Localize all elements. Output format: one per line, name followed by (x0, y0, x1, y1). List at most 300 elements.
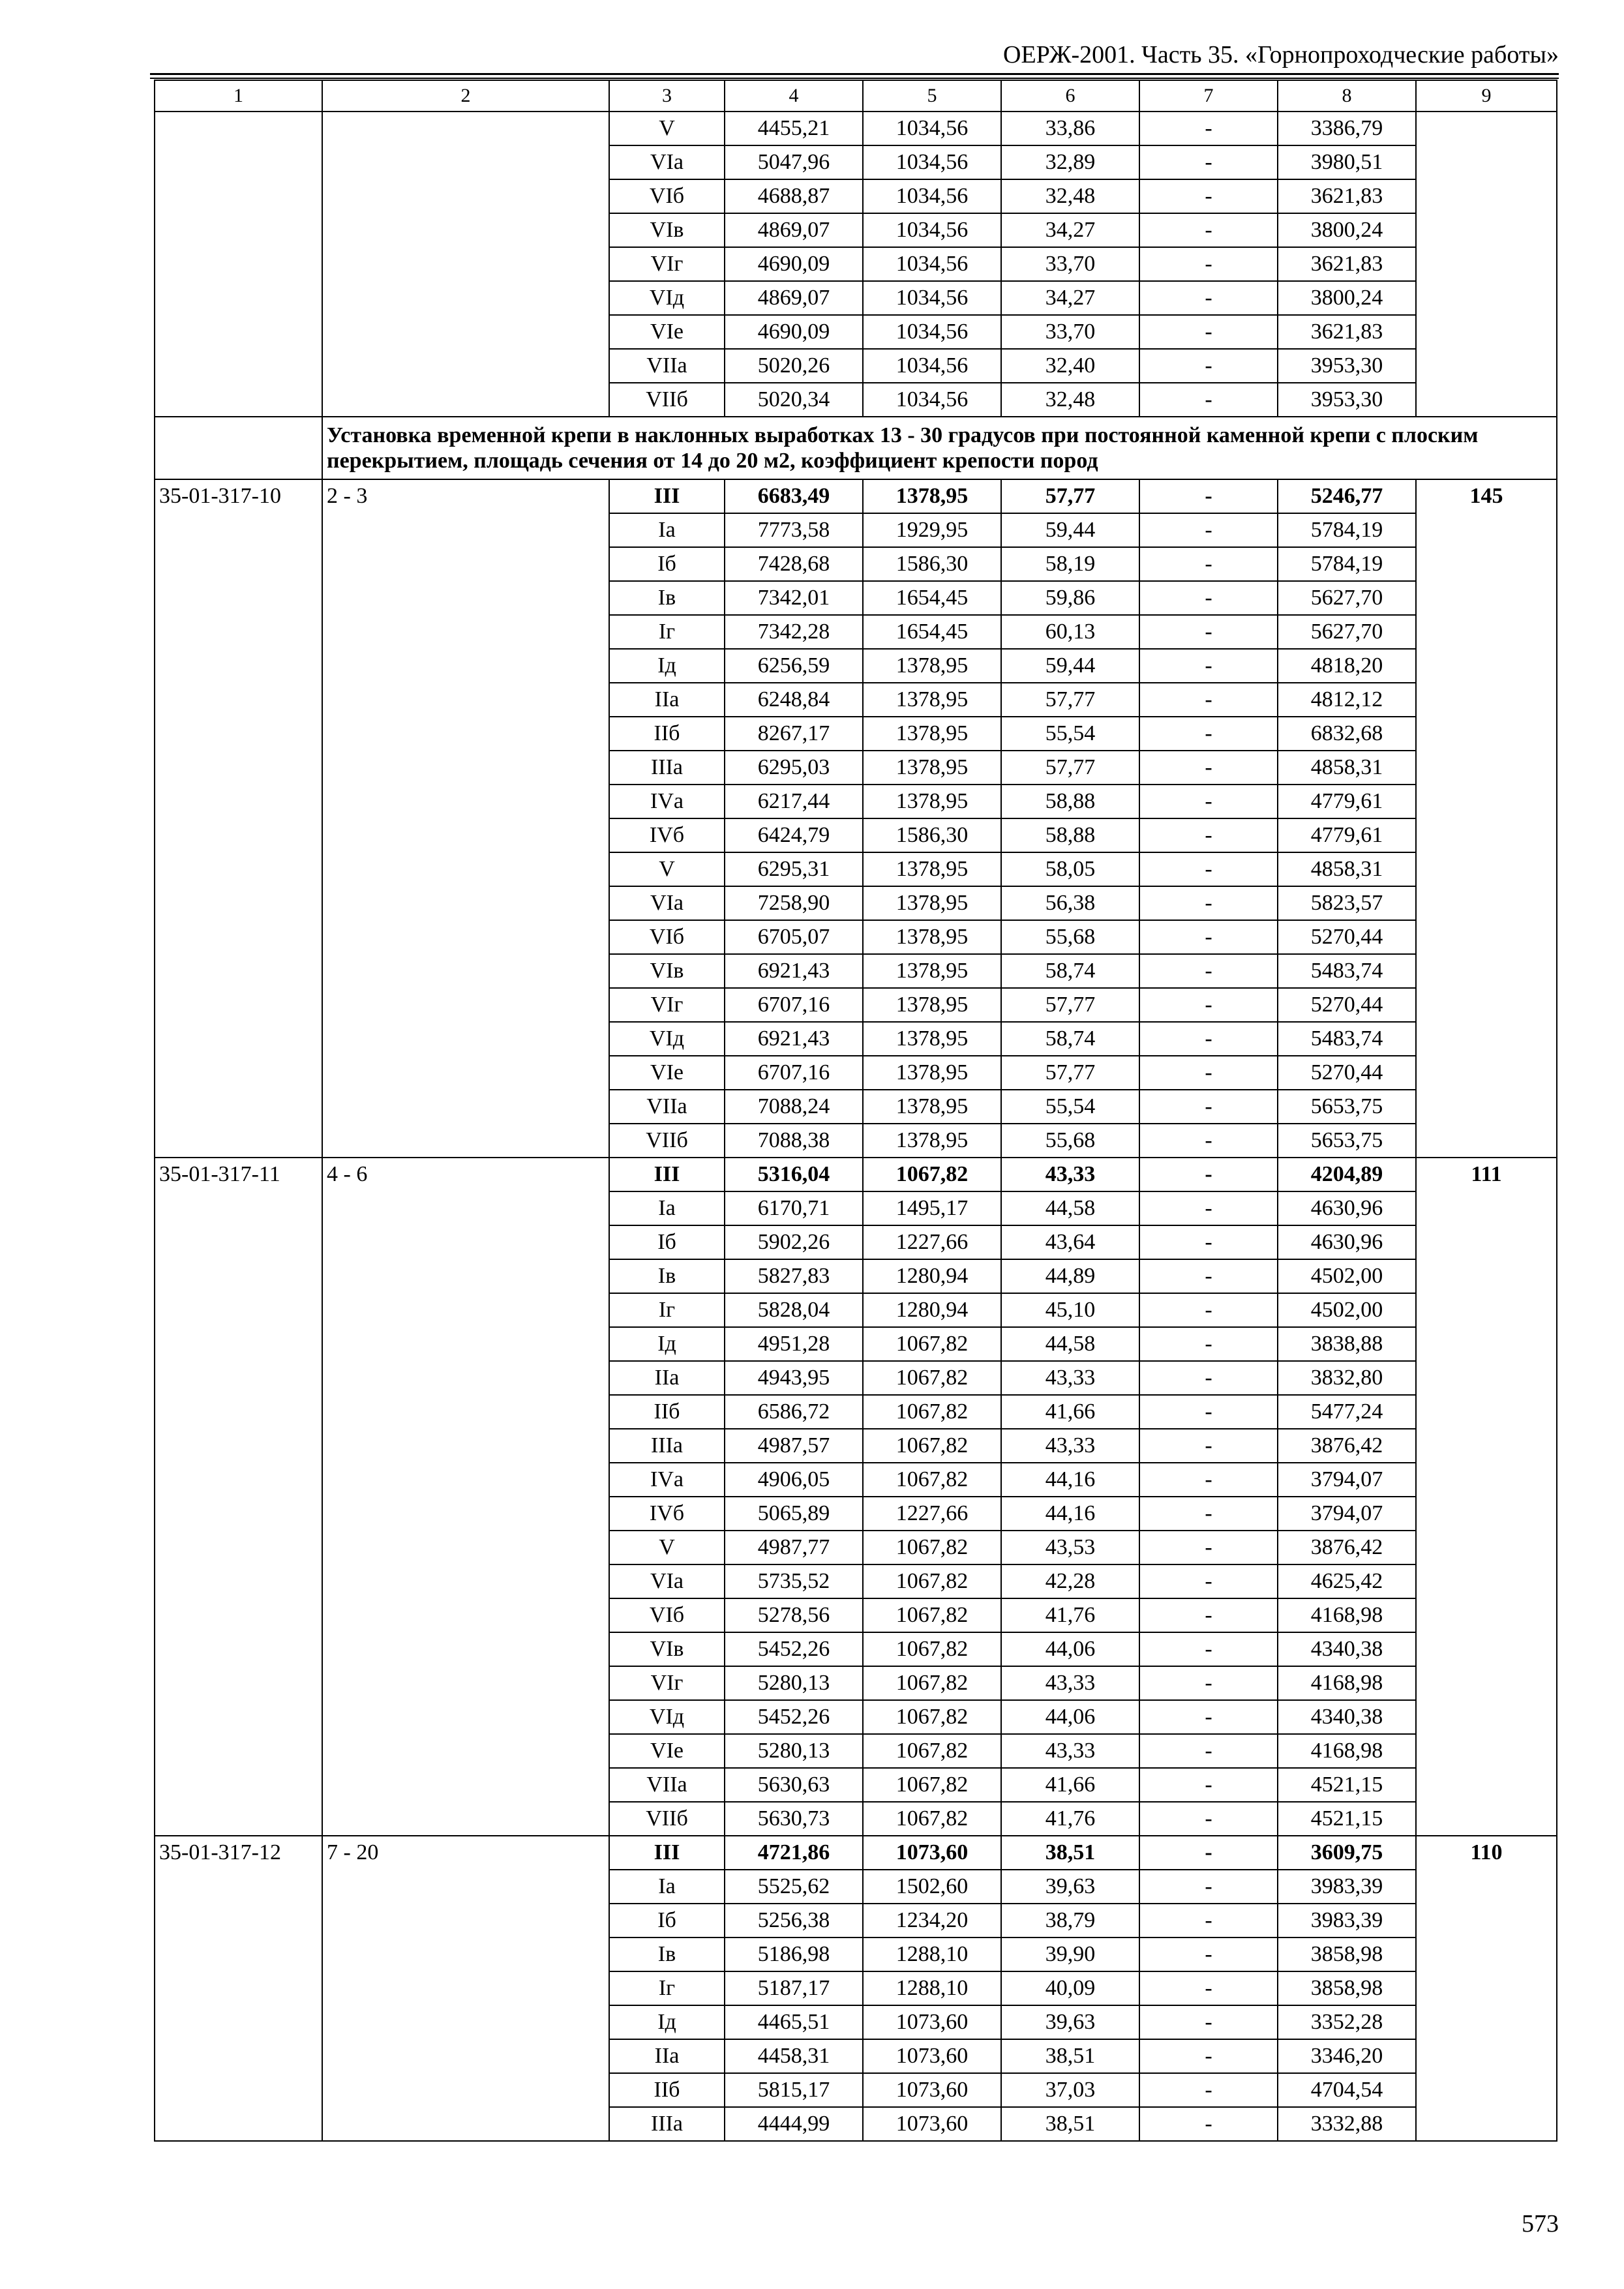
machine-cost-cell: 58,74 (1001, 1022, 1139, 1056)
category-cell: V (609, 112, 725, 145)
code-cell (155, 112, 322, 417)
wages-cell: 1280,94 (863, 1293, 1001, 1327)
category-cell: VIе (609, 315, 725, 349)
wages-cell: 1067,82 (863, 1666, 1001, 1700)
machine-cost-cell: 38,79 (1001, 1904, 1139, 1937)
category-cell: V (609, 852, 725, 886)
category-cell: IIIа (609, 751, 725, 785)
total-cost-cell: 5187,17 (725, 1971, 863, 2005)
wages-cell: 1034,56 (863, 247, 1001, 281)
materials-cell: 5483,74 (1278, 954, 1416, 988)
driver-wages-cell: - (1139, 349, 1278, 383)
param-cell: 2 - 3 (322, 479, 609, 1158)
category-cell: VIд (609, 1022, 725, 1056)
total-cost-cell: 4721,86 (725, 1836, 863, 1870)
table-row (155, 1836, 1557, 1870)
category-cell: VIд (609, 1700, 725, 1734)
materials-cell: 3386,79 (1278, 112, 1416, 145)
materials-cell: 3332,88 (1278, 2107, 1416, 2141)
category-cell: VIг (609, 247, 725, 281)
total-cost-cell: 6248,84 (725, 683, 863, 717)
category-cell: IIб (609, 717, 725, 751)
total-cost-cell: 5256,38 (725, 1904, 863, 1937)
driver-wages-cell: - (1139, 1191, 1278, 1225)
materials-cell: 3832,80 (1278, 1361, 1416, 1395)
total-cost-cell: 6295,03 (725, 751, 863, 785)
category-cell: Iд (609, 1327, 725, 1361)
category-cell: VIе (609, 1056, 725, 1090)
category-cell: Iб (609, 1225, 725, 1259)
wages-cell: 1378,95 (863, 852, 1001, 886)
wages-cell: 1073,60 (863, 2073, 1001, 2107)
materials-cell: 5270,44 (1278, 920, 1416, 954)
machine-cost-cell: 43,33 (1001, 1666, 1139, 1700)
category-cell: III (609, 1836, 725, 1870)
driver-wages-cell: - (1139, 213, 1278, 247)
total-cost-cell: 5828,04 (725, 1293, 863, 1327)
total-cost-cell: 5316,04 (725, 1158, 863, 1191)
materials-cell: 5653,75 (1278, 1090, 1416, 1124)
rates-table (154, 80, 1557, 2142)
materials-cell: 5270,44 (1278, 1056, 1416, 1090)
materials-cell: 3621,83 (1278, 315, 1416, 349)
machine-cost-cell: 45,10 (1001, 1293, 1139, 1327)
driver-wages-cell: - (1139, 2107, 1278, 2141)
total-cost-cell: 5630,63 (725, 1768, 863, 1802)
machine-cost-cell: 37,03 (1001, 2073, 1139, 2107)
driver-wages-cell: - (1139, 1090, 1278, 1124)
driver-wages-cell: - (1139, 1124, 1278, 1158)
category-cell: IVа (609, 1463, 725, 1497)
wages-cell: 1378,95 (863, 683, 1001, 717)
machine-cost-cell: 33,70 (1001, 315, 1139, 349)
driver-wages-cell: - (1139, 1700, 1278, 1734)
materials-cell: 4168,98 (1278, 1666, 1416, 1700)
materials-cell: 3858,98 (1278, 1937, 1416, 1971)
machine-cost-cell: 38,51 (1001, 2039, 1139, 2073)
category-cell: Iг (609, 615, 725, 649)
total-cost-cell: 5278,56 (725, 1598, 863, 1632)
driver-wages-cell: - (1139, 1836, 1278, 1870)
table-row (155, 1158, 1557, 1191)
driver-wages-cell: - (1139, 1056, 1278, 1090)
wages-cell: 1288,10 (863, 1971, 1001, 2005)
wages-cell: 1067,82 (863, 1395, 1001, 1429)
driver-wages-cell: - (1139, 2005, 1278, 2039)
column-number: 5 (863, 80, 1001, 112)
materials-cell: 3983,39 (1278, 1870, 1416, 1904)
total-cost-cell: 4869,07 (725, 213, 863, 247)
wages-cell: 1378,95 (863, 649, 1001, 683)
category-cell: Iд (609, 649, 725, 683)
machine-cost-cell: 59,44 (1001, 649, 1139, 683)
driver-wages-cell: - (1139, 1463, 1278, 1497)
materials-cell: 5627,70 (1278, 615, 1416, 649)
driver-wages-cell: - (1139, 513, 1278, 547)
total-cost-cell: 5280,13 (725, 1666, 863, 1700)
materials-cell: 4502,00 (1278, 1293, 1416, 1327)
total-cost-cell: 4465,51 (725, 2005, 863, 2039)
wages-cell: 1280,94 (863, 1259, 1001, 1293)
materials-cell: 4779,61 (1278, 785, 1416, 818)
total-cost-cell: 5630,73 (725, 1802, 863, 1836)
wages-cell: 1067,82 (863, 1768, 1001, 1802)
wages-cell: 1234,20 (863, 1904, 1001, 1937)
code-cell: 35-01-317-12 (155, 1836, 322, 2141)
machine-cost-cell: 55,54 (1001, 717, 1139, 751)
machine-cost-cell: 43,33 (1001, 1734, 1139, 1768)
machine-cost-cell: 33,70 (1001, 247, 1139, 281)
materials-cell: 3876,42 (1278, 1531, 1416, 1564)
column-number-row (155, 80, 1557, 112)
driver-wages-cell: - (1139, 1225, 1278, 1259)
category-cell: IVа (609, 785, 725, 818)
total-cost-cell: 5280,13 (725, 1734, 863, 1768)
category-cell: III (609, 1158, 725, 1191)
category-cell: IVб (609, 1497, 725, 1531)
materials-cell: 5784,19 (1278, 547, 1416, 581)
code-cell: 35-01-317-10 (155, 479, 322, 1158)
machine-cost-cell: 60,13 (1001, 615, 1139, 649)
driver-wages-cell: - (1139, 1361, 1278, 1395)
materials-cell: 3800,24 (1278, 213, 1416, 247)
wages-cell: 1067,82 (863, 1361, 1001, 1395)
category-cell: Iг (609, 1971, 725, 2005)
category-cell: VIв (609, 1632, 725, 1666)
wages-cell: 1067,82 (863, 1531, 1001, 1564)
wages-cell: 1034,56 (863, 281, 1001, 315)
machine-cost-cell: 44,16 (1001, 1463, 1139, 1497)
category-cell: VIб (609, 179, 725, 213)
wages-cell: 1067,82 (863, 1734, 1001, 1768)
materials-cell: 6832,68 (1278, 717, 1416, 751)
total-cost-cell: 5186,98 (725, 1937, 863, 1971)
total-cost-cell: 4869,07 (725, 281, 863, 315)
wages-cell: 1034,56 (863, 213, 1001, 247)
materials-cell: 3858,98 (1278, 1971, 1416, 2005)
total-cost-cell: 4455,21 (725, 112, 863, 145)
category-cell: Iд (609, 2005, 725, 2039)
wages-cell: 1654,45 (863, 615, 1001, 649)
materials-cell: 4168,98 (1278, 1734, 1416, 1768)
category-cell: IIб (609, 2073, 725, 2107)
category-cell: VIб (609, 920, 725, 954)
machine-cost-cell: 43,33 (1001, 1158, 1139, 1191)
wages-cell: 1067,82 (863, 1327, 1001, 1361)
materials-cell: 3794,07 (1278, 1463, 1416, 1497)
driver-wages-cell: - (1139, 988, 1278, 1022)
category-cell: Iв (609, 581, 725, 615)
labor-cell (1416, 112, 1557, 417)
machine-cost-cell: 32,89 (1001, 145, 1139, 179)
driver-wages-cell: - (1139, 1531, 1278, 1564)
driver-wages-cell: - (1139, 2073, 1278, 2107)
driver-wages-cell: - (1139, 2039, 1278, 2073)
driver-wages-cell: - (1139, 1395, 1278, 1429)
wages-cell: 1586,30 (863, 547, 1001, 581)
total-cost-cell: 6921,43 (725, 1022, 863, 1056)
machine-cost-cell: 44,89 (1001, 1259, 1139, 1293)
total-cost-cell: 4690,09 (725, 315, 863, 349)
materials-cell: 3953,30 (1278, 349, 1416, 383)
driver-wages-cell: - (1139, 954, 1278, 988)
column-number: 1 (155, 80, 322, 112)
materials-cell: 4858,31 (1278, 852, 1416, 886)
wages-cell: 1067,82 (863, 1802, 1001, 1836)
machine-cost-cell: 59,86 (1001, 581, 1139, 615)
materials-cell: 4812,12 (1278, 683, 1416, 717)
machine-cost-cell: 38,51 (1001, 1836, 1139, 1870)
driver-wages-cell: - (1139, 1870, 1278, 1904)
category-cell: III (609, 479, 725, 513)
materials-cell: 3980,51 (1278, 145, 1416, 179)
category-cell: VIIа (609, 1768, 725, 1802)
total-cost-cell: 6295,31 (725, 852, 863, 886)
driver-wages-cell: - (1139, 1158, 1278, 1191)
machine-cost-cell: 32,48 (1001, 383, 1139, 417)
section-code-cell (155, 417, 322, 479)
wages-cell: 1288,10 (863, 1937, 1001, 1971)
total-cost-cell: 5815,17 (725, 2073, 863, 2107)
total-cost-cell: 7428,68 (725, 547, 863, 581)
materials-cell: 5477,24 (1278, 1395, 1416, 1429)
driver-wages-cell: - (1139, 1904, 1278, 1937)
category-cell: VIIа (609, 349, 725, 383)
driver-wages-cell: - (1139, 1937, 1278, 1971)
category-cell: Iв (609, 1937, 725, 1971)
table-body (155, 80, 1557, 2141)
section-heading: Установка временной крепи в наклонных выработках 13 - 30 градусов при постоянной каменной крепи с плоским перекрытием, площадь сечения от 14 до 20 м2, коэффициент крепости пород (322, 417, 1557, 479)
total-cost-cell: 6705,07 (725, 920, 863, 954)
total-cost-cell: 5902,26 (725, 1225, 863, 1259)
category-cell: Iв (609, 1259, 725, 1293)
total-cost-cell: 5020,34 (725, 383, 863, 417)
driver-wages-cell: - (1139, 886, 1278, 920)
total-cost-cell: 6707,16 (725, 1056, 863, 1090)
machine-cost-cell: 34,27 (1001, 213, 1139, 247)
total-cost-cell: 5827,83 (725, 1259, 863, 1293)
materials-cell: 3876,42 (1278, 1429, 1416, 1463)
labor-cell: 145 (1416, 479, 1557, 1158)
driver-wages-cell: - (1139, 1429, 1278, 1463)
machine-cost-cell: 44,58 (1001, 1191, 1139, 1225)
param-cell (322, 112, 609, 417)
machine-cost-cell: 33,86 (1001, 112, 1139, 145)
wages-cell: 1378,95 (863, 717, 1001, 751)
column-number: 9 (1416, 80, 1557, 112)
machine-cost-cell: 57,77 (1001, 751, 1139, 785)
total-cost-cell: 5452,26 (725, 1700, 863, 1734)
total-cost-cell: 5065,89 (725, 1497, 863, 1531)
machine-cost-cell: 57,77 (1001, 479, 1139, 513)
driver-wages-cell: - (1139, 1497, 1278, 1531)
machine-cost-cell: 58,74 (1001, 954, 1139, 988)
total-cost-cell: 6256,59 (725, 649, 863, 683)
materials-cell: 5784,19 (1278, 513, 1416, 547)
materials-cell: 4340,38 (1278, 1700, 1416, 1734)
total-cost-cell: 4987,57 (725, 1429, 863, 1463)
wages-cell: 1378,95 (863, 886, 1001, 920)
running-header: ОЕРЖ-2001. Часть 35. «Горнопроходческие работы» (1003, 41, 1559, 68)
total-cost-cell: 6683,49 (725, 479, 863, 513)
materials-cell: 4818,20 (1278, 649, 1416, 683)
category-cell: Iб (609, 1904, 725, 1937)
machine-cost-cell: 55,68 (1001, 920, 1139, 954)
section-heading-row (155, 417, 1557, 479)
category-cell: VIа (609, 1564, 725, 1598)
machine-cost-cell: 57,77 (1001, 1056, 1139, 1090)
total-cost-cell: 7258,90 (725, 886, 863, 920)
category-cell: IIа (609, 2039, 725, 2073)
machine-cost-cell: 57,77 (1001, 683, 1139, 717)
category-cell: VIа (609, 886, 725, 920)
category-cell: Iа (609, 1870, 725, 1904)
materials-cell: 4521,15 (1278, 1768, 1416, 1802)
machine-cost-cell: 58,05 (1001, 852, 1139, 886)
category-cell: VIIа (609, 1090, 725, 1124)
machine-cost-cell: 40,09 (1001, 1971, 1139, 2005)
materials-cell: 4630,96 (1278, 1225, 1416, 1259)
wages-cell: 1378,95 (863, 785, 1001, 818)
materials-cell: 3352,28 (1278, 2005, 1416, 2039)
machine-cost-cell: 43,53 (1001, 1531, 1139, 1564)
wages-cell: 1495,17 (863, 1191, 1001, 1225)
driver-wages-cell: - (1139, 920, 1278, 954)
wages-cell: 1586,30 (863, 818, 1001, 852)
driver-wages-cell: - (1139, 818, 1278, 852)
wages-cell: 1034,56 (863, 179, 1001, 213)
machine-cost-cell: 58,88 (1001, 785, 1139, 818)
total-cost-cell: 6586,72 (725, 1395, 863, 1429)
materials-cell: 4625,42 (1278, 1564, 1416, 1598)
category-cell: Iа (609, 1191, 725, 1225)
wages-cell: 1378,95 (863, 1124, 1001, 1158)
driver-wages-cell: - (1139, 1293, 1278, 1327)
machine-cost-cell: 42,28 (1001, 1564, 1139, 1598)
machine-cost-cell: 58,88 (1001, 818, 1139, 852)
total-cost-cell: 6424,79 (725, 818, 863, 852)
driver-wages-cell: - (1139, 281, 1278, 315)
materials-cell: 3838,88 (1278, 1327, 1416, 1361)
machine-cost-cell: 44,16 (1001, 1497, 1139, 1531)
materials-cell: 4502,00 (1278, 1259, 1416, 1293)
materials-cell: 3346,20 (1278, 2039, 1416, 2073)
total-cost-cell: 6921,43 (725, 954, 863, 988)
driver-wages-cell: - (1139, 112, 1278, 145)
total-cost-cell: 7088,24 (725, 1090, 863, 1124)
materials-cell: 3621,83 (1278, 179, 1416, 213)
driver-wages-cell: - (1139, 1734, 1278, 1768)
materials-cell: 4521,15 (1278, 1802, 1416, 1836)
driver-wages-cell: - (1139, 1327, 1278, 1361)
machine-cost-cell: 32,40 (1001, 349, 1139, 383)
driver-wages-cell: - (1139, 145, 1278, 179)
materials-cell: 5653,75 (1278, 1124, 1416, 1158)
wages-cell: 1067,82 (863, 1463, 1001, 1497)
wages-cell: 1378,95 (863, 954, 1001, 988)
driver-wages-cell: - (1139, 1666, 1278, 1700)
total-cost-cell: 4690,09 (725, 247, 863, 281)
category-cell: VIа (609, 145, 725, 179)
category-cell: Iб (609, 547, 725, 581)
wages-cell: 1378,95 (863, 988, 1001, 1022)
driver-wages-cell: - (1139, 547, 1278, 581)
wages-cell: 1227,66 (863, 1497, 1001, 1531)
total-cost-cell: 7342,01 (725, 581, 863, 615)
wages-cell: 1378,95 (863, 920, 1001, 954)
total-cost-cell: 5452,26 (725, 1632, 863, 1666)
machine-cost-cell: 34,27 (1001, 281, 1139, 315)
column-number: 6 (1001, 80, 1139, 112)
machine-cost-cell: 41,76 (1001, 1598, 1139, 1632)
total-cost-cell: 6217,44 (725, 785, 863, 818)
total-cost-cell: 4987,77 (725, 1531, 863, 1564)
column-number: 2 (322, 80, 609, 112)
column-number: 3 (609, 80, 725, 112)
category-cell: VIб (609, 1598, 725, 1632)
header-rule (150, 78, 1559, 79)
total-cost-cell: 5735,52 (725, 1564, 863, 1598)
materials-cell: 3983,39 (1278, 1904, 1416, 1937)
materials-cell: 3609,75 (1278, 1836, 1416, 1870)
materials-cell: 4340,38 (1278, 1632, 1416, 1666)
total-cost-cell: 4906,05 (725, 1463, 863, 1497)
driver-wages-cell: - (1139, 717, 1278, 751)
wages-cell: 1073,60 (863, 2039, 1001, 2073)
total-cost-cell: 4458,31 (725, 2039, 863, 2073)
total-cost-cell: 4951,28 (725, 1327, 863, 1361)
driver-wages-cell: - (1139, 581, 1278, 615)
category-cell: IIб (609, 1395, 725, 1429)
driver-wages-cell: - (1139, 1802, 1278, 1836)
materials-cell: 5627,70 (1278, 581, 1416, 615)
machine-cost-cell: 39,63 (1001, 2005, 1139, 2039)
code-cell: 35-01-317-11 (155, 1158, 322, 1836)
category-cell: V (609, 1531, 725, 1564)
driver-wages-cell: - (1139, 479, 1278, 513)
wages-cell: 1378,95 (863, 1090, 1001, 1124)
materials-cell: 4168,98 (1278, 1598, 1416, 1632)
category-cell: VIIб (609, 1124, 725, 1158)
wages-cell: 1034,56 (863, 112, 1001, 145)
machine-cost-cell: 43,33 (1001, 1361, 1139, 1395)
machine-cost-cell: 44,58 (1001, 1327, 1139, 1361)
wages-cell: 1929,95 (863, 513, 1001, 547)
machine-cost-cell: 59,44 (1001, 513, 1139, 547)
total-cost-cell: 4444,99 (725, 2107, 863, 2141)
wages-cell: 1654,45 (863, 581, 1001, 615)
category-cell: VIIб (609, 1802, 725, 1836)
param-cell: 4 - 6 (322, 1158, 609, 1836)
wages-cell: 1378,95 (863, 1056, 1001, 1090)
category-cell: IIIа (609, 2107, 725, 2141)
machine-cost-cell: 43,33 (1001, 1429, 1139, 1463)
materials-cell: 5270,44 (1278, 988, 1416, 1022)
total-cost-cell: 4943,95 (725, 1361, 863, 1395)
machine-cost-cell: 39,90 (1001, 1937, 1139, 1971)
machine-cost-cell: 38,51 (1001, 2107, 1139, 2141)
wages-cell: 1067,82 (863, 1429, 1001, 1463)
wages-cell: 1067,82 (863, 1700, 1001, 1734)
total-cost-cell: 6170,71 (725, 1191, 863, 1225)
wages-cell: 1378,95 (863, 751, 1001, 785)
column-number: 7 (1139, 80, 1278, 112)
driver-wages-cell: - (1139, 1022, 1278, 1056)
table-row (155, 112, 1557, 145)
labor-cell: 110 (1416, 1836, 1557, 2141)
materials-cell: 5823,57 (1278, 886, 1416, 920)
machine-cost-cell: 55,54 (1001, 1090, 1139, 1124)
